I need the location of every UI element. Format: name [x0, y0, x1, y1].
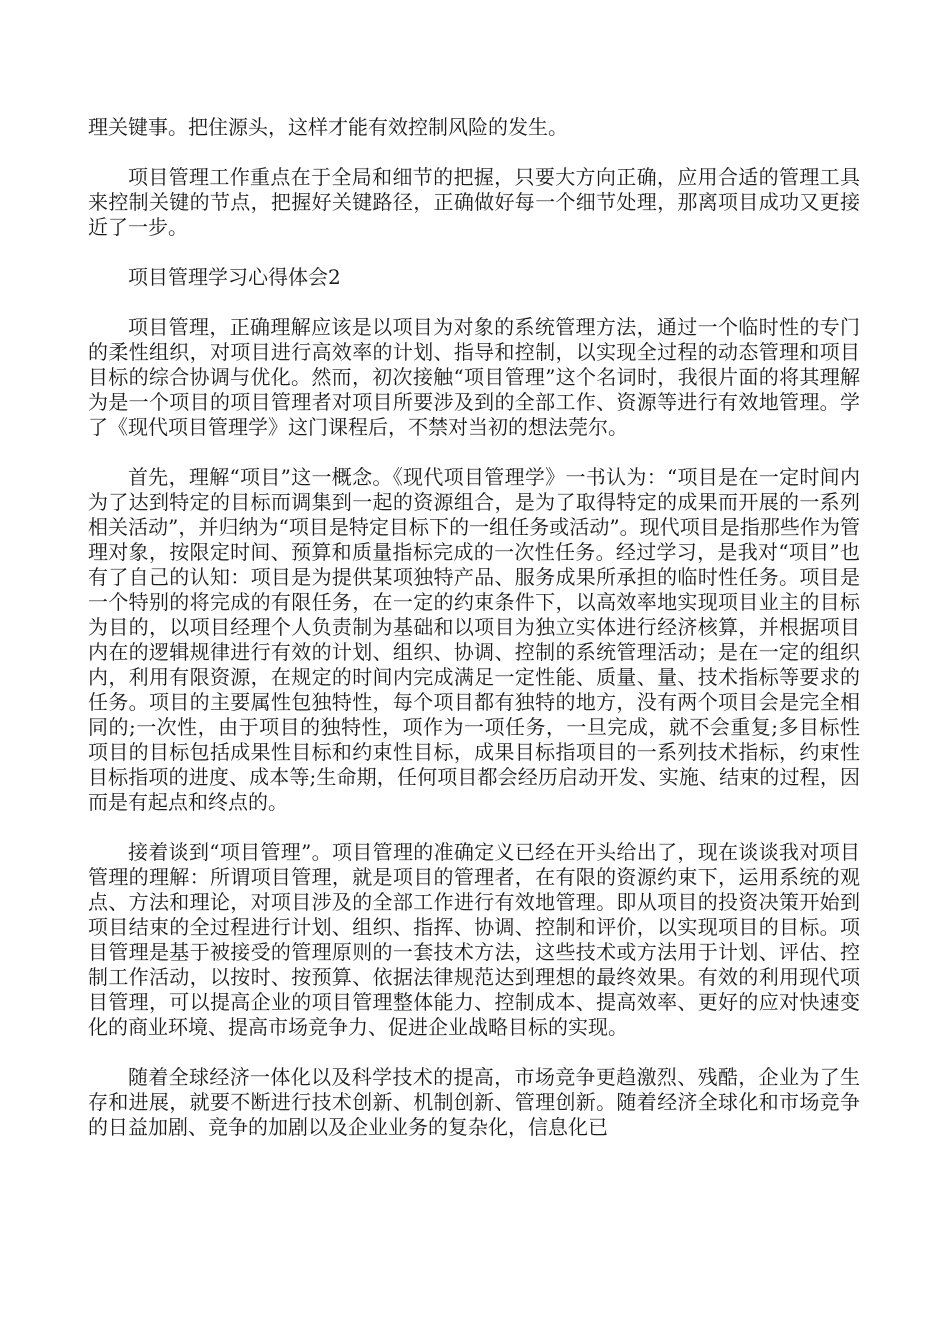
- section-heading: 项目管理学习心得体会2: [128, 265, 341, 289]
- paragraph: 项目管理，正确理解应该是以项目为对象的系统管理方法，通过一个临时性的专门的柔性组织，对项目进行高效率的计划、指导和控制，以实现全过程的动态管理和项目目标的综合协调与优化。然而，初次接触“项目管理”这个名词时，我很片面的将其理解为是一个项目的项目管理者对项目所要涉及到的全部工作、资源等进行有效地管理。学了《现代项目管理学》这门课程后，不禁对当初的想法莞尔。: [88, 315, 860, 439]
- paragraph: 项目管理工作重点在于全局和细节的把握，只要大方向正确，应用合适的管理工具来控制关键的节点，把握好关键路径，正确做好每一个细节处理，那离项目成功又更接近了一步。: [88, 165, 860, 239]
- paragraph: 接着谈到“项目管理”。项目管理的准确定义已经在开头给出了，现在谈谈我对项目管理的理解：所谓项目管理，就是项目的管理者，在有限的资源约束下，运用系统的观点、方法和理论，对项目涉及的全部工作进行有效地管理。即从项目的投资决策开始到项目结束的全过程进行计划、组织、指挥、协调、控制和评价，以实现项目的目标。项目管理是基于被接受的管理原则的一套技术方法，这些技术或方法用于计划、评估、控制工作活动，以按时、按预算、依据法律规范达到理想的最终效果。有效的利用现代项目管理，可以提高企业的项目管理整体能力、控制成本、提高效率、更好的应对快速变化的商业环境、提高市场竞争力、促进企业战略目标的实现。: [88, 840, 860, 1039]
- paragraph: 首先，理解“项目”这一概念。《现代项目管理学》一书认为：“项目是在一定时间内为了达到特定的目标而调集到一起的资源组合，是为了取得特定的成果而开展的一系列相关活动”，并归纳为“项目是特定目标下的一组任务或活动”。现代项目是指那些作为管理对象，按限定时间、预算和质量指标完成的一次性任务。经过学习，是我对“项目”也有了自己的认知：项目是为提供某项独特产品、服务成果所承担的临时性任务。项目是一个特别的将完成的有限任务，在一定的约束条件下，以高效率地实现项目业主的目标为目的，以项目经理个人负责制为基础和以项目为独立实体进行经济核算，并根据项目内在的逻辑规律进行有效的计划、组织、协调、控制的系统管理活动；是在一定的组织内，利用有限资源，在规定的时间内完成满足一定性能、质量、量、技术指标等要求的任务。项目的主要属性包独特性，每个项目都有独特的地方，没有两个项目会是完全相同的;一次性，由于项目的独特性，项作为一项任务，一旦完成，就不会重复;多目标性项目的目标包括成果性目标和约束性目标，成果目标指项目的一系列技术指标，约束性目标指项的进度、成本等;生命期，任何项目都会经历启动开发、实施、结束的过程，因而是有起点和终点的。: [88, 465, 860, 814]
- paragraph-continued: 理关键事。把住源头，这样才能有效控制风险的发生。: [88, 115, 568, 139]
- paragraph: 随着全球经济一体化以及科学技术的提高，市场竞争更趋激烈、残酷，企业为了生存和进展，就要不断进行技术创新、机制创新、管理创新。随着经济全球化和市场竞争的日益加剧、竞争的加剧以及企业业务的复杂化，信息化已: [88, 1065, 860, 1139]
- document-page: [88, 115, 860, 1165]
